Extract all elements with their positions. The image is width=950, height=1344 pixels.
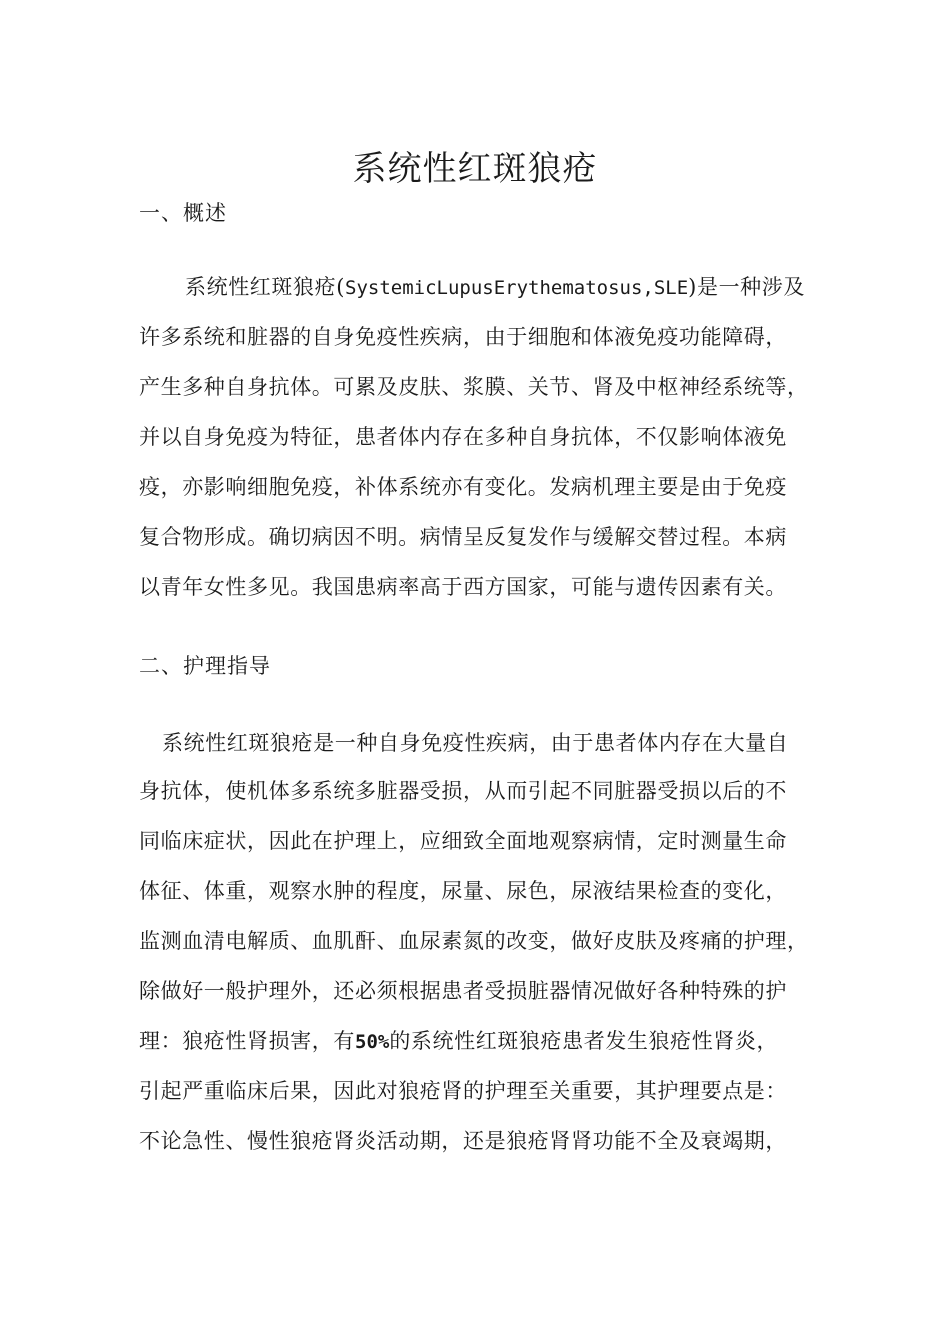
paragraph-line: 不论急性、慢性狼疮肾炎活动期，还是狼疮肾肾功能不全及衰竭期， <box>139 1129 787 1153</box>
paragraph-line: 许多系统和脏器的自身免疫性疾病，由于细胞和体液免疫功能障碍， <box>139 325 787 349</box>
section-heading-overview: 一、概述 <box>139 201 227 225</box>
text-run: 的系统性红斑狼疮患者发生狼疮性肾炎， <box>389 1029 779 1053</box>
text-run: 系统性红斑狼疮( <box>185 275 345 299</box>
document-title: 系统性红斑狼疮 <box>352 148 598 189</box>
paragraph-line: 疫，亦影响细胞免疫，补体系统亦有变化。发病机理主要是由于免疫 <box>139 475 787 499</box>
paragraph-line: 监测血清电解质、血肌酐、血尿素氮的改变，做好皮肤及疼痛的护理， <box>139 929 809 953</box>
paragraph-line <box>139 1026 829 1057</box>
text-run-latin: SystemicLupusErythematosus,SLE <box>345 277 689 299</box>
paragraph-line: 系统性红斑狼疮是一种自身免疫性疾病，由于患者体内存在大量自 <box>162 731 789 755</box>
text-run: )是一种涉及 <box>688 275 805 299</box>
paragraph-line <box>185 272 875 303</box>
paragraph-line: 除做好一般护理外，还必须根据患者受损脏器情况做好各种特殊的护 <box>139 979 787 1003</box>
paragraph-line: 同临床症状，因此在护理上，应细致全面地观察病情，定时测量生命 <box>139 829 787 853</box>
paragraph-line: 复合物形成。确切病因不明。病情呈反复发作与缓解交替过程。本病 <box>139 525 787 549</box>
paragraph-line: 体征、体重，观察水肿的程度，尿量、尿色，尿液结果检查的变化， <box>139 879 787 903</box>
paragraph-line: 身抗体，使机体多系统多脏器受损，从而引起不同脏器受损以后的不 <box>139 779 787 803</box>
text-run: 理：狼疮性肾损害，有 <box>139 1029 355 1053</box>
section-heading-nursing-guidance: 二、护理指导 <box>139 654 271 678</box>
paragraph-line: 引起严重临床后果，因此对狼疮肾的护理至关重要，其护理要点是： <box>139 1079 787 1103</box>
paragraph-line: 以青年女性多见。我国患病率高于西方国家，可能与遗传因素有关。 <box>139 575 787 599</box>
text-run-percentage: 50% <box>355 1031 390 1053</box>
paragraph-line: 产生多种自身抗体。可累及皮肤、浆膜、关节、肾及中枢神经系统等， <box>139 375 809 399</box>
paragraph-line: 并以自身免疫为特征，患者体内存在多种自身抗体，不仅影响体液免 <box>139 425 787 449</box>
